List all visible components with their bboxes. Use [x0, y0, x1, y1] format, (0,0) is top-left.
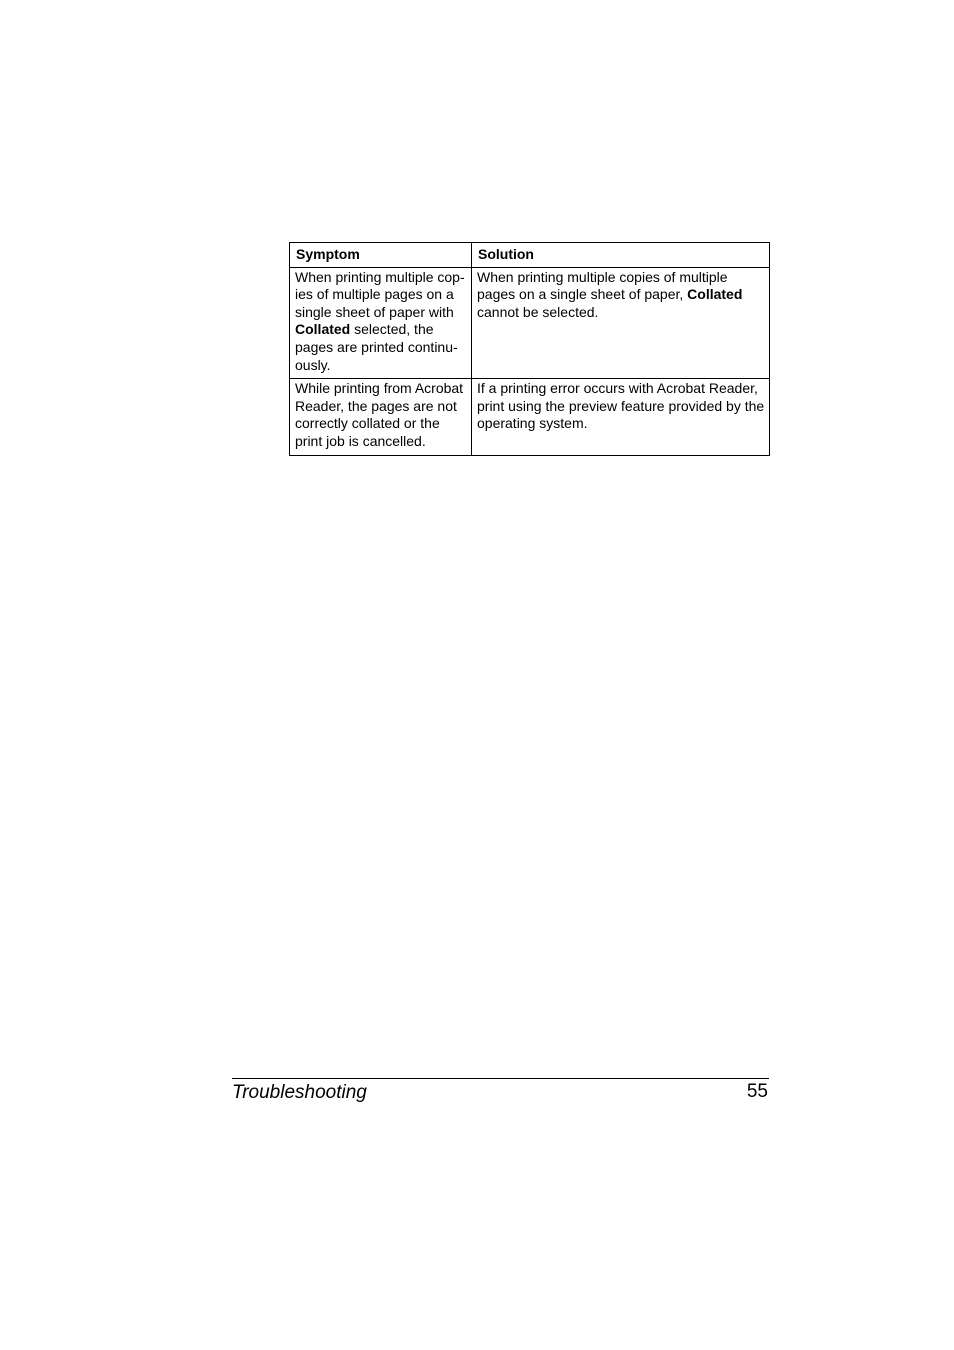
symptom-cell — [290, 267, 472, 379]
page-number: 55 — [746, 1081, 768, 1102]
table-body — [290, 267, 770, 455]
footer-divider — [232, 1078, 769, 1079]
table-header — [290, 243, 770, 268]
symptom-text-continued: selected, the pages are printed continu-ously. — [295, 321, 458, 373]
solution-text: When printing multiple copies of multiple pages on a single sheet of paper, — [477, 268, 728, 303]
symptom-cell: While printing from Acrobat Reader, the pages are not correctly collated or the print job is cancelled. — [290, 379, 472, 455]
table-row — [290, 379, 770, 455]
footer-section-title: Troubleshooting — [232, 1082, 367, 1103]
solution-cell — [472, 267, 770, 379]
collated-option-text: Collated — [295, 321, 351, 338]
column-header-symptom: Symptom — [290, 243, 472, 268]
solution-text-continued: cannot be selected. — [477, 303, 599, 320]
table-row — [290, 267, 770, 379]
table-header-row — [290, 243, 770, 268]
column-header-solution: Solution — [472, 243, 770, 268]
troubleshooting-table — [289, 242, 770, 456]
symptom-text: When printing multiple cop-ies of multiple pages on a single sheet of paper with — [295, 268, 465, 320]
solution-cell: If a printing error occurs with Acrobat Reader, print using the preview feature provided by the operating system. — [472, 379, 770, 455]
collated-option-text: Collated — [687, 286, 743, 303]
